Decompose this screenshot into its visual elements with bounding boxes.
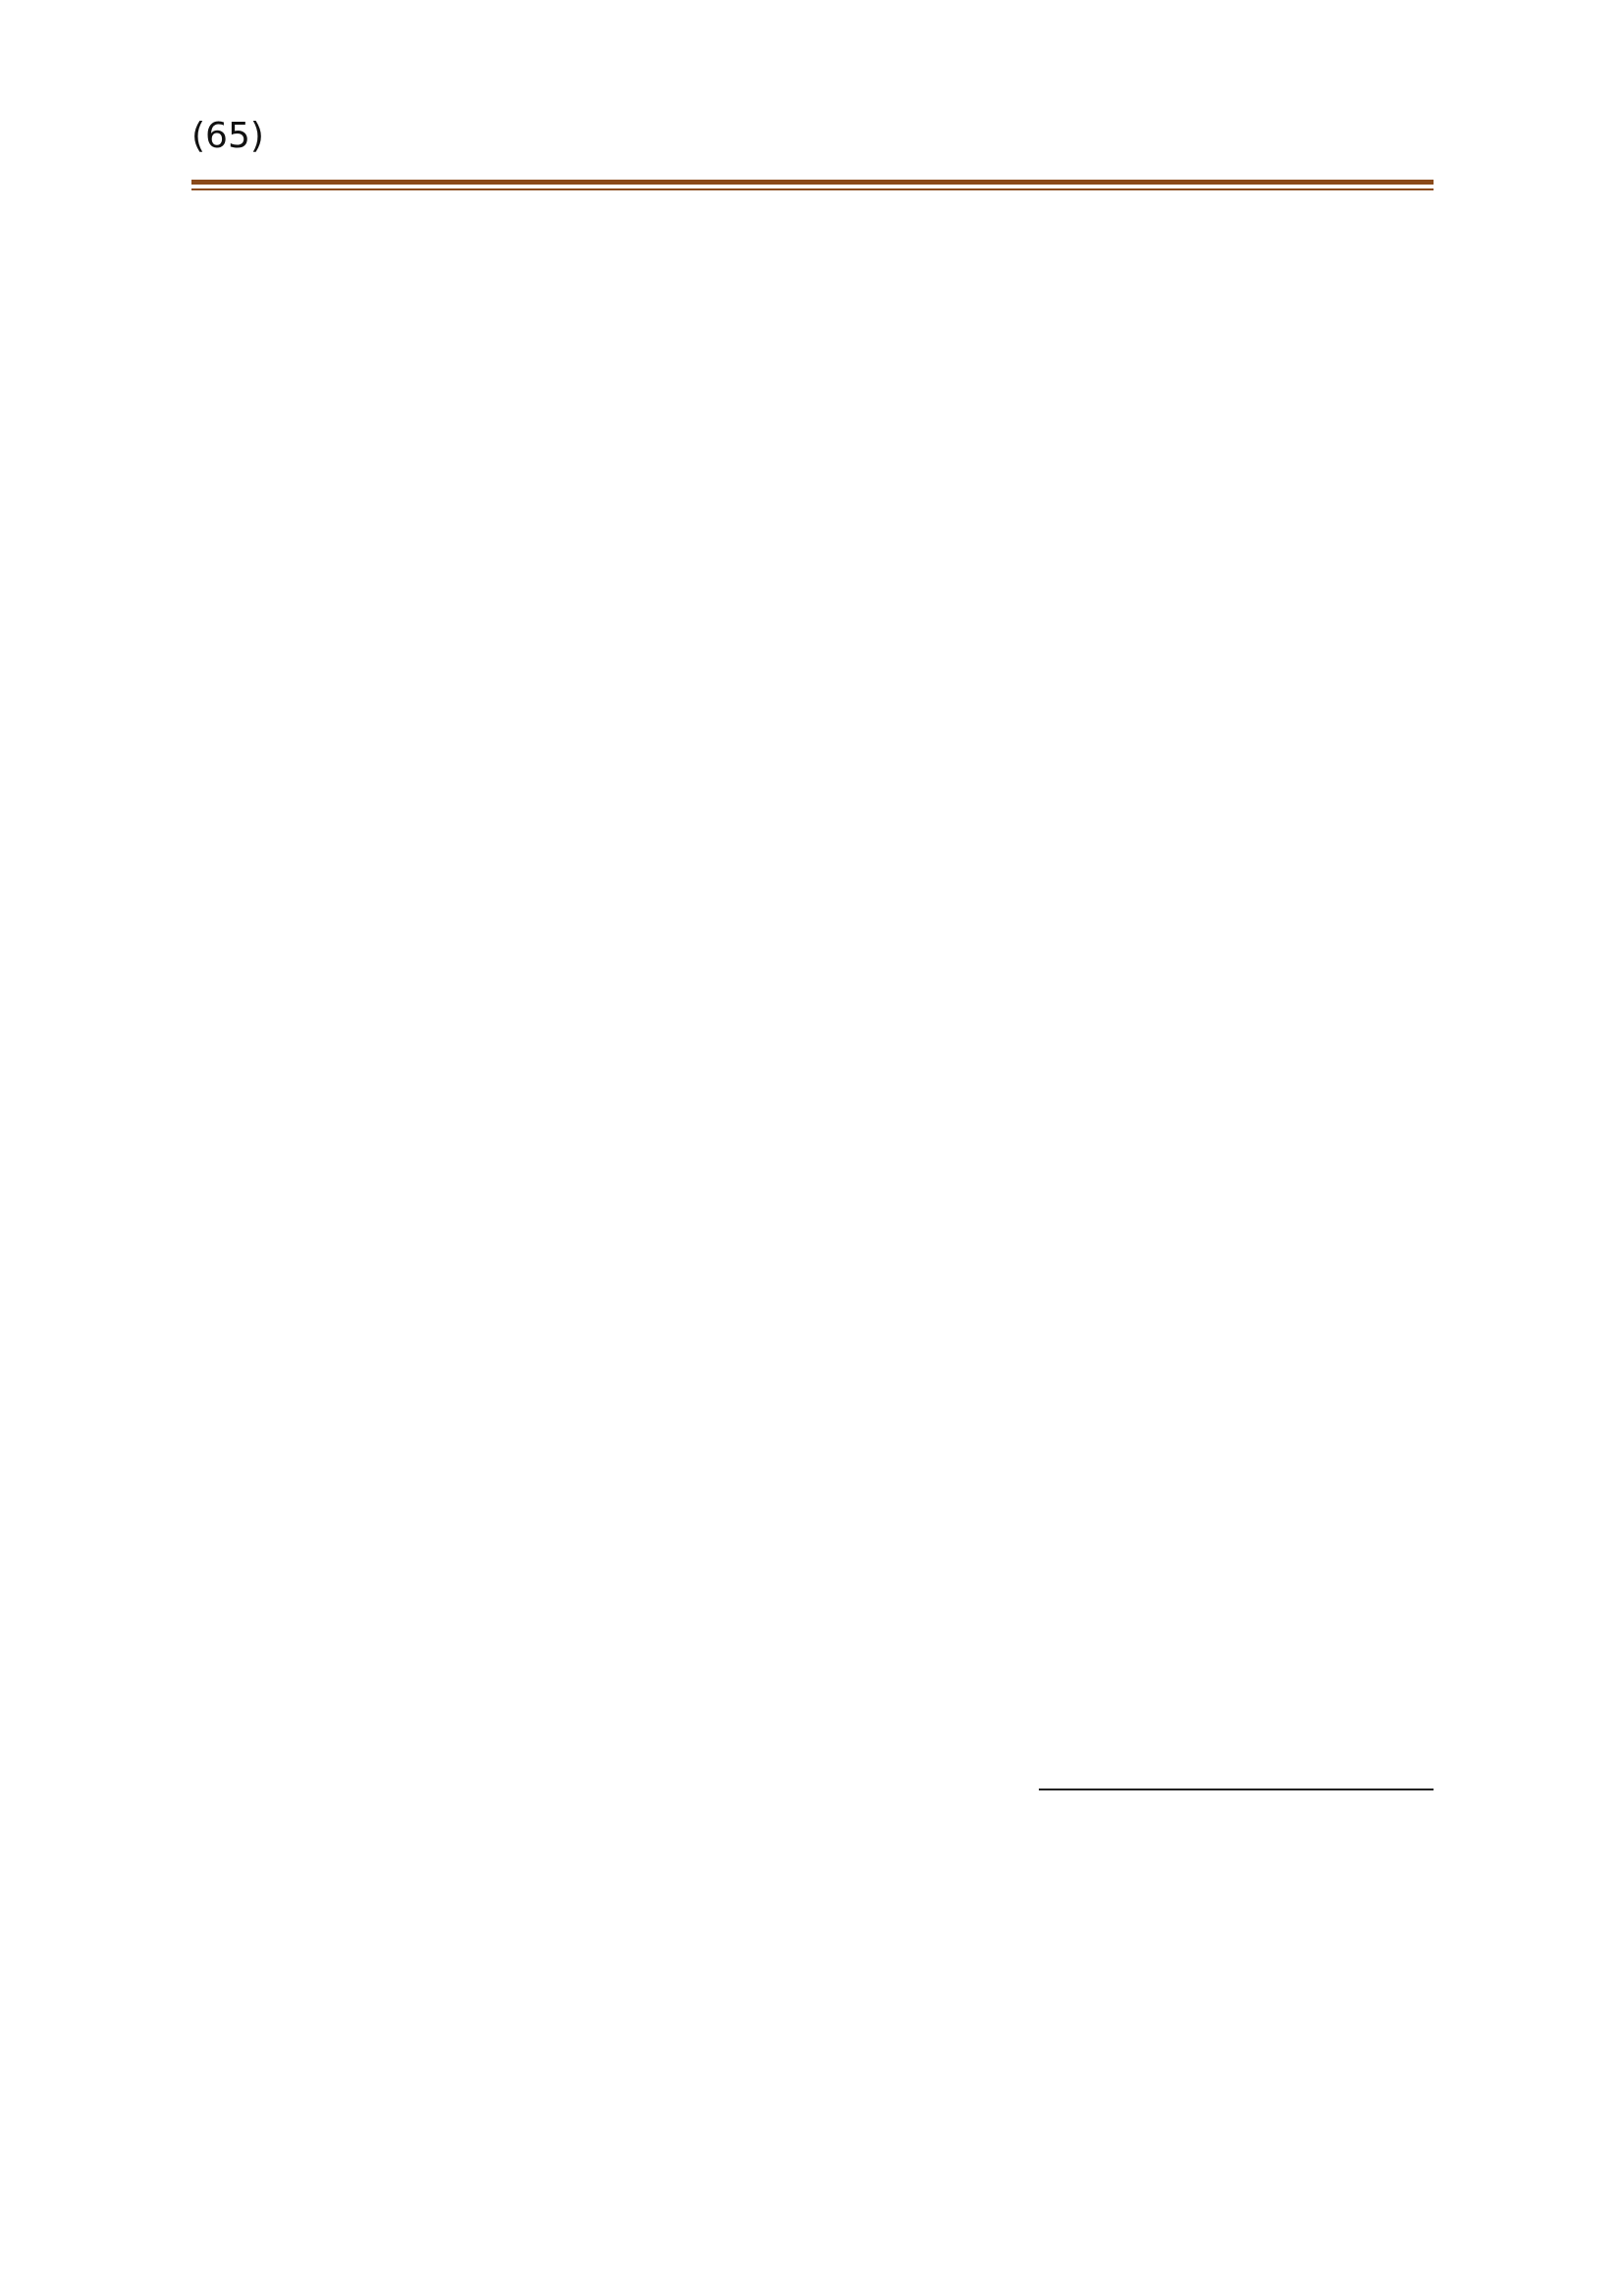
page-number: (65) (191, 116, 264, 156)
paragraph (191, 1296, 1434, 1351)
footnote (191, 1859, 1434, 1914)
paragraph (191, 322, 1434, 377)
footnotes (191, 1804, 1434, 1914)
main-text (191, 196, 1434, 385)
paragraph (191, 196, 1434, 251)
header-rule-thin (191, 188, 1434, 190)
section-text (191, 1296, 1434, 1351)
footnote (191, 1804, 1434, 1859)
footnote-rule (1039, 1789, 1434, 1790)
paragraph (191, 259, 1434, 314)
page-header (191, 116, 1434, 175)
header-rule (191, 180, 1434, 185)
